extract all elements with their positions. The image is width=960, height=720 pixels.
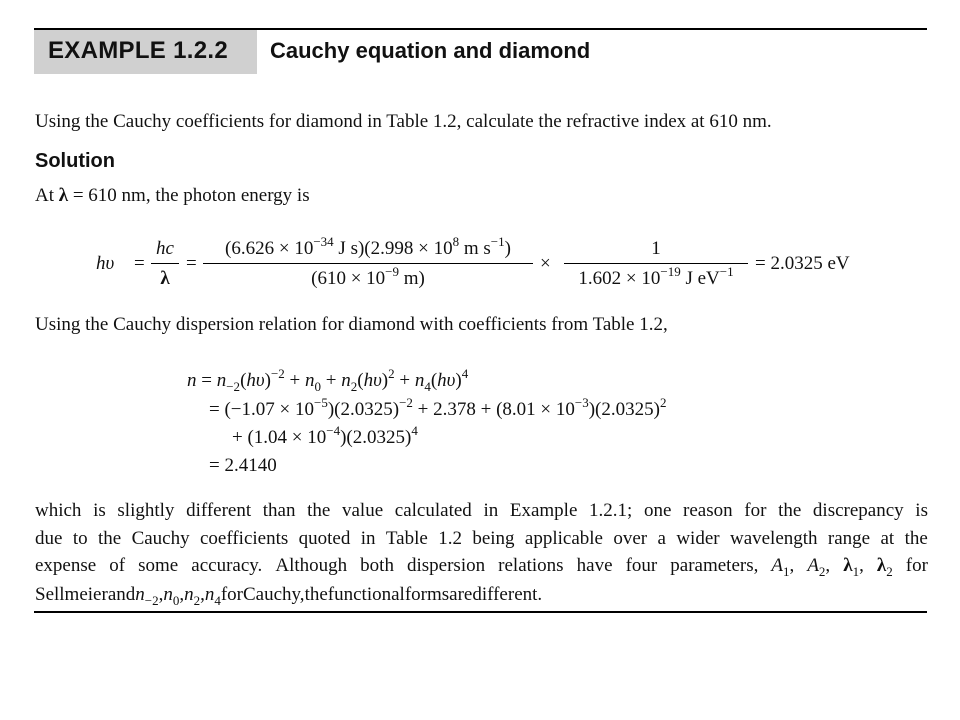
- fraction-bar: [151, 263, 179, 264]
- word: Although: [275, 555, 348, 576]
- photon-energy-lhs: hυ: [96, 253, 115, 274]
- word: $n_4$: [204, 583, 221, 608]
- word: than: [262, 500, 296, 521]
- word: forms: [404, 583, 450, 605]
- word: quoted: [298, 527, 351, 549]
- word: is: [93, 500, 106, 521]
- word: slightly: [117, 500, 175, 521]
- word: coefficients: [199, 527, 289, 549]
- cauchy-equation-line-4: = 2.4140: [209, 455, 277, 476]
- word: have: [576, 555, 613, 576]
- word: of: [109, 555, 126, 576]
- word: relations: [498, 555, 564, 576]
- word: one: [643, 500, 672, 521]
- conclusion-paragraph: [35, 497, 928, 609]
- intro-at: At: [35, 185, 54, 206]
- word: for: [744, 500, 767, 521]
- example-label: EXAMPLE 1.2.2: [48, 37, 228, 64]
- word: due: [35, 527, 63, 549]
- word: and: [107, 583, 136, 605]
- word: Cauchy: [131, 527, 190, 549]
- fraction-constants: [203, 236, 533, 292]
- word: Sellmeier: [35, 583, 108, 605]
- word: a: [657, 527, 666, 549]
- word: 1.2: [438, 527, 462, 549]
- word: both: [360, 555, 394, 576]
- word: 1.2.1;: [589, 500, 633, 521]
- conclusion-line-3: [35, 552, 928, 581]
- word: accuracy.: [191, 555, 263, 576]
- fraction-constants-numerator: ($6.626 \times 10^{-34}$ J $s)(2.998 \times 10^8$ m $s^{-1}$): [225, 234, 511, 259]
- word: expense: [35, 555, 97, 576]
- fraction-ev-denominator: $1.602 \times 10^{-19}$ J $eV^{-1}$: [578, 264, 734, 289]
- word: $A_1$,: [771, 555, 795, 579]
- fraction-hc-numerator: hc: [156, 238, 174, 259]
- word: which: [35, 500, 82, 521]
- solution-heading: Solution: [35, 150, 115, 172]
- fraction-hc-over-lambda: [151, 236, 179, 292]
- word: wider: [676, 527, 720, 549]
- word: $n_0$,: [163, 583, 185, 608]
- fraction-bar: [203, 263, 533, 264]
- word: are: [449, 583, 473, 605]
- word: the: [778, 500, 802, 521]
- word: applicable: [524, 527, 603, 549]
- word: the: [304, 583, 328, 605]
- cauchy-intro: Using the Cauchy dispersion relation for diamond with coefficients from Table 1.2,: [35, 314, 668, 335]
- word: Table: [385, 527, 428, 549]
- photon-energy-result: = 2.0325 eV: [755, 253, 850, 274]
- word: the: [97, 527, 122, 549]
- word: in: [360, 527, 376, 549]
- word: in: [483, 500, 499, 521]
- word: $\lambda_1$,: [843, 555, 864, 579]
- word: different: [186, 500, 252, 521]
- photon-energy-equals-1: =: [134, 253, 145, 274]
- word: for: [220, 583, 243, 605]
- cauchy-equation-line-1: $n = n_{-2}(h\upsilon)^{-2} + n_0 + n_2(h\upsilon)^2 + n_4(h\upsilon)^4$: [187, 366, 469, 394]
- conclusion-line-2: [35, 525, 928, 553]
- word: $n_2$,: [184, 583, 205, 608]
- word: functional: [327, 583, 405, 605]
- word: parameters,: [670, 555, 759, 576]
- word: wavelength: [729, 527, 818, 549]
- photon-energy-equals-2: =: [186, 253, 197, 274]
- word: the: [904, 527, 928, 549]
- fraction-ev-conversion: [564, 236, 748, 292]
- word: over: [613, 527, 648, 549]
- word: four: [625, 555, 658, 576]
- bottom-rule: [34, 611, 927, 613]
- word: discrepancy: [812, 500, 904, 521]
- intro-rest: = 610 nm, the photon energy is: [68, 185, 310, 206]
- fraction-constants-denominator: ($610 \times 10^{-9}$ m): [311, 264, 425, 289]
- word: for: [905, 555, 928, 576]
- word: Cauchy,: [243, 583, 305, 605]
- cauchy-equation-line-3: + $(1.04 \times 10^{-4})(2.0325)^4$: [232, 423, 418, 448]
- word: value: [341, 500, 384, 521]
- word: reason: [683, 500, 733, 521]
- word: $A_2$,: [807, 555, 831, 579]
- conclusion-line-4: [35, 581, 928, 610]
- fraction-ev-numerator: 1: [651, 238, 661, 259]
- conclusion-line-1: [35, 497, 928, 525]
- problem-statement: Using the Cauchy coefficients for diamond in Table 1.2, calculate the refractive index at 610 nm.: [35, 111, 772, 132]
- word: $\lambda_2$: [876, 555, 893, 579]
- intro-line: [35, 183, 310, 209]
- word: some: [138, 555, 179, 576]
- word: different.: [472, 583, 543, 605]
- photon-energy-times: ×: [540, 253, 551, 274]
- word: range: [827, 527, 871, 549]
- word: the: [307, 500, 331, 521]
- word: to: [72, 527, 88, 549]
- word: is: [915, 500, 928, 521]
- word: being: [472, 527, 515, 549]
- intro-lambda: λ: [58, 185, 69, 206]
- word: calculated: [394, 500, 472, 521]
- word: at: [880, 527, 895, 549]
- word: $n_{-2}$,: [135, 583, 164, 608]
- fraction-hc-denominator: λ: [160, 268, 170, 289]
- word: Example: [509, 500, 578, 521]
- cauchy-equation-line-2: = $(-1.07 \times 10^{-5})(2.0325)^{-2} + 2.378 + (8.01 \times 10^{-3})(2.0325)^2$: [209, 395, 667, 420]
- word: dispersion: [407, 555, 486, 576]
- example-title: Cauchy equation and diamond: [270, 38, 591, 63]
